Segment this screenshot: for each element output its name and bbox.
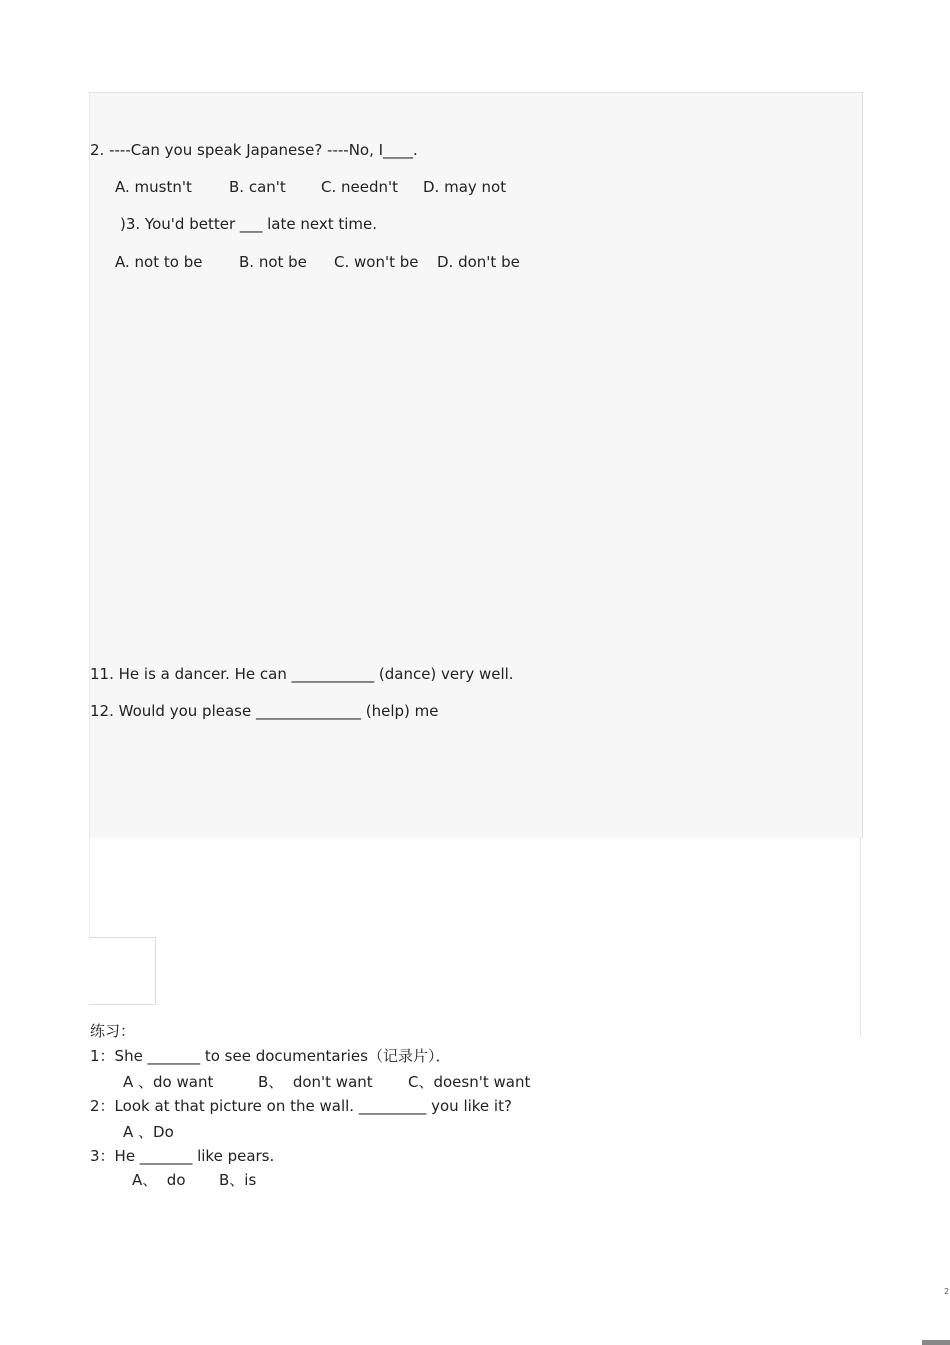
practice-heading: 练习： [90,1022,136,1040]
worksheet-panel [89,92,863,838]
question-3-option-d: D. don't be [437,253,520,271]
panel-border-left [89,837,90,937]
question-3-option-a: A. not to be [115,253,203,271]
question-2-option-a: A. mustn't [115,178,192,196]
practice-3-option-b: B、is [219,1171,257,1189]
question-3-option-c: C. won't be [334,253,419,271]
corner-mark [922,1340,950,1345]
answer-box [89,937,156,1005]
practice-3-stem: 3：He _______ like pears. [90,1147,275,1165]
question-2-stem: 2. ----Can you speak Japanese? ----No, I____. [90,141,418,159]
page-number: 2 [944,1287,950,1296]
practice-1-option-a: A 、do want [123,1073,214,1091]
practice-2-stem: 2：Look at that picture on the wall. _________ you like it? [90,1097,512,1115]
practice-1-option-c: C、doesn't want [408,1073,531,1091]
question-3-stem: )3. You'd better ___ late next time. [120,215,378,233]
practice-3-option-a: A、 do [132,1171,186,1189]
question-2-option-c: C. needn't [321,178,399,196]
question-3-option-b: B. not be [239,253,307,271]
practice-2-option-a: A 、Do [123,1123,174,1141]
question-11: 11. He is a dancer. He can ___________ (dance) very well. [90,665,514,683]
panel-border-right [860,837,861,1037]
question-2-option-d: D. may not [423,178,507,196]
practice-1-stem: 1：She _______ to see documentaries（记录片）． [90,1047,451,1065]
question-12: 12. Would you please ______________ (help) me [90,702,439,720]
practice-1-option-b: B、 don't want [258,1073,373,1091]
question-2-option-b: B. can't [229,178,286,196]
